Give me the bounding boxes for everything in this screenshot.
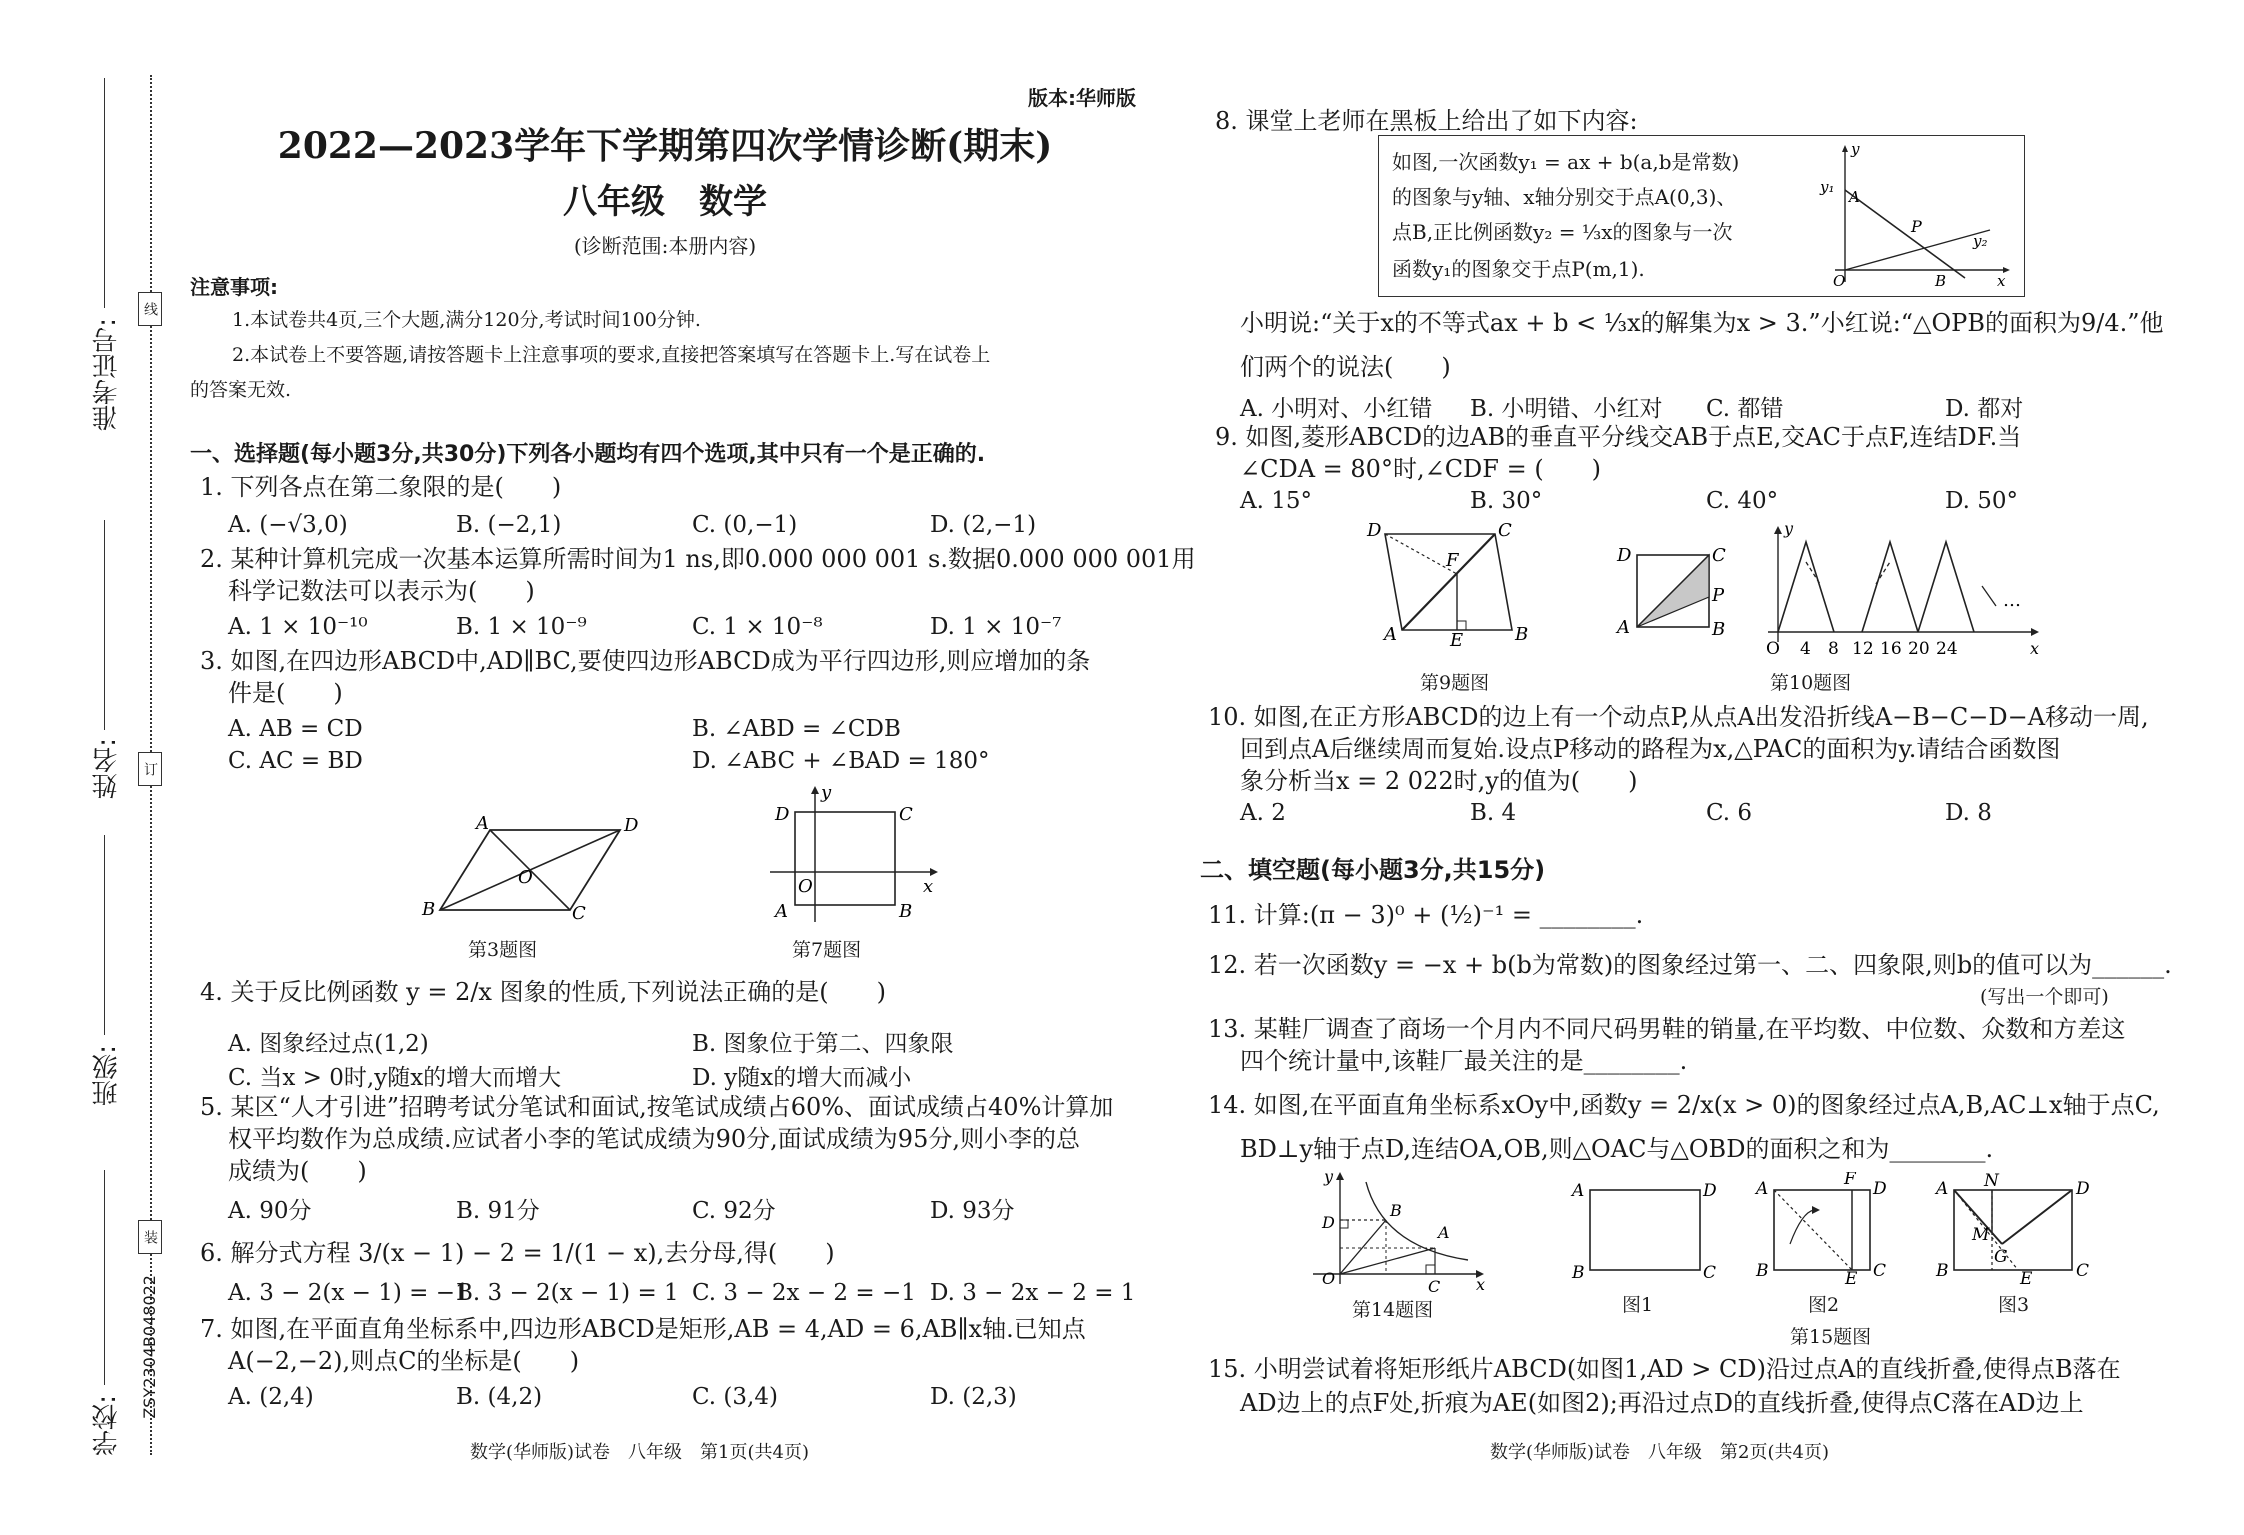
svg-text:O: O <box>1322 1269 1336 1288</box>
svg-text:E: E <box>1450 630 1464 647</box>
q5-stem-2: 权平均数作为总成绩.应试者小李的笔试成绩为90分,面试成绩为95分,则小李的总 <box>228 1125 1080 1153</box>
figure-3 <box>420 815 640 925</box>
figure-9 <box>1360 522 1530 647</box>
q2-option-c: C. 1 × 10⁻⁸ <box>692 614 823 640</box>
q10-option-b: B. 4 <box>1470 800 1517 826</box>
q6-option-d: D. 3 − 2x − 2 = 1 <box>930 1280 1136 1306</box>
figure-7-caption: 第7题图 <box>792 939 862 961</box>
figure-15-sub3: 图3 <box>1998 1294 2030 1316</box>
svg-text:O: O <box>798 876 813 897</box>
q3-option-b: B. ∠ABD = ∠CDB <box>692 716 901 742</box>
q4-option-c: C. 当x > 0时,y随x的增大而增大 <box>228 1065 562 1091</box>
figure-15-sub2: 图2 <box>1808 1294 1840 1316</box>
class-line <box>104 835 105 1035</box>
figure-10-caption: 第10题图 <box>1770 672 1852 694</box>
section-2-heading: 二、填空题(每小题3分,共15分) <box>1200 856 1546 884</box>
label-name: 姓名: <box>92 738 122 799</box>
q2-option-a: A. 1 × 10⁻¹⁰ <box>228 614 368 640</box>
svg-text:F: F <box>1446 550 1459 571</box>
q7-stem-2: A(−2,−2),则点C的坐标是( ) <box>228 1347 580 1375</box>
svg-text:C: C <box>1703 1263 1717 1283</box>
q9-option-c: C. 40° <box>1706 488 1779 514</box>
paper-code: ZSY2304B048022 <box>140 1275 159 1419</box>
svg-text:y: y <box>1851 140 1860 158</box>
svg-text:C: C <box>2076 1261 2090 1281</box>
svg-text:P: P <box>1712 585 1725 606</box>
figure-15-1 <box>1570 1178 1720 1283</box>
svg-text:y₂: y₂ <box>1973 232 1988 250</box>
svg-text:D: D <box>1873 1179 1887 1199</box>
svg-text:B: B <box>1515 624 1529 645</box>
svg-text:y₁: y₁ <box>1820 178 1835 196</box>
q9-stem-2: ∠CDA = 80°时,∠CDF = ( ) <box>1240 455 1602 483</box>
school-line <box>104 1170 105 1385</box>
q7-option-c: C. (3,4) <box>692 1384 778 1410</box>
svg-text:F: F <box>1844 1172 1856 1189</box>
svg-text:x: x <box>1476 1275 1486 1292</box>
q3-stem-1: 3. 如图,在四边形ABCD中,AD∥BC,要使四边形ABCD成为平行四边形,则应增加的条 <box>200 647 1091 675</box>
svg-text:C: C <box>572 903 586 924</box>
svg-text:A: A <box>775 901 788 922</box>
svg-text:C: C <box>1498 522 1512 541</box>
q10-option-c: C. 6 <box>1706 800 1753 826</box>
svg-text:x: x <box>923 876 934 897</box>
q8-stem: 8. 课堂上老师在黑板上给出了如下内容: <box>1215 107 1638 135</box>
q8-figure <box>1815 140 2015 288</box>
q8-option-a: A. 小明对、小红错 <box>1240 396 1433 422</box>
q4-option-d: D. y随x的增大而减小 <box>692 1065 912 1091</box>
fig10-tick-8: 8 <box>1828 639 1839 659</box>
svg-text:A: A <box>1572 1181 1585 1201</box>
scope-note: (诊断范围:本册内容) <box>573 234 757 258</box>
q2-option-b: B. 1 × 10⁻⁹ <box>456 614 587 640</box>
q7-stem-1: 7. 如图,在平面直角坐标系中,四边形ABCD是矩形,AB = 4,AD = 6,AB∥x轴.已知点 <box>200 1315 1086 1343</box>
svg-text:C: C <box>899 804 913 825</box>
svg-text:M: M <box>1972 1225 1990 1245</box>
note-2b: 的答案无效. <box>190 379 292 401</box>
q8-box-line-3: 点B,正比例函数y₂ = ⅓x的图象与一次 <box>1392 220 1733 244</box>
fig10-tick-16: 16 <box>1880 639 1902 659</box>
figure-15-sub1: 图1 <box>1622 1294 1654 1316</box>
page-title: 2022—2023学年下学期第四次学情诊断(期末) <box>277 125 1053 167</box>
q15-stem-1: 15. 小明尝试着将矩形纸片ABCD(如图1,AD > CD)沿过点A的直线折叠,使得点B落在 <box>1208 1355 2121 1383</box>
q7-option-d: D. (2,3) <box>930 1384 1017 1410</box>
svg-text:A: A <box>476 815 489 834</box>
svg-text:C: C <box>1428 1277 1441 1292</box>
svg-text:B: B <box>1390 1201 1402 1220</box>
q9-option-a: A. 15° <box>1240 488 1312 514</box>
fig10-tick-20: 20 <box>1908 639 1930 659</box>
svg-text:B: B <box>1712 619 1726 640</box>
q3-stem-2: 件是( ) <box>228 679 343 707</box>
q4-option-a: A. 图象经过点(1,2) <box>228 1031 429 1057</box>
svg-text:A: A <box>1438 1223 1450 1242</box>
q12-note: (写出一个即可) <box>1980 986 2109 1008</box>
section-1-heading: 一、选择题(每小题3分,共30分)下列各小题均有四个选项,其中只有一个是正确的. <box>190 442 986 467</box>
q14-stem-2: BD⊥y轴于点D,连结OA,OB,则△OAC与△OBD的面积之和为________. <box>1240 1135 1994 1163</box>
q5-option-b: B. 91分 <box>456 1198 540 1224</box>
svg-text:x: x <box>2030 639 2040 658</box>
svg-text:N: N <box>1984 1172 1999 1191</box>
page-subtitle: 八年级 数学 <box>563 182 767 222</box>
q2-stem-1: 2. 某种计算机完成一次基本运算所需时间为1 ns,即0.000 000 001 s.数据0.000 000 001用 <box>200 545 1196 573</box>
q15-stem-2: AD边上的点F处,折痕为AE(如图2);再沿过点D的直线折叠,使得点C落在AD边上 <box>1240 1389 2084 1417</box>
q4-stem: 4. 关于反比例函数 y = 2/x 图象的性质,下列说法正确的是( ) <box>200 978 886 1006</box>
q11-stem: 11. 计算:(π − 3)⁰ + (½)⁻¹ = ________. <box>1208 901 1644 929</box>
svg-text:B: B <box>1756 1261 1769 1281</box>
q2-stem-2: 科学记数法可以表示为( ) <box>228 577 535 605</box>
footer-right: 数学(华师版)试卷 八年级 第2页(共4页) <box>1490 1442 1829 1463</box>
q6-option-c: C. 3 − 2x − 2 = −1 <box>692 1280 916 1306</box>
q14-stem-1: 14. 如图,在平面直角坐标系xOy中,函数y = 2/x(x > 0)的图象经过点A,B,AC⊥x轴于点C, <box>1208 1091 2160 1119</box>
label-school: 学校: <box>92 1395 122 1456</box>
seal-ding: 订 <box>138 752 162 786</box>
q1-option-c: C. (0,−1) <box>692 512 798 538</box>
svg-text:A: A <box>1756 1179 1769 1199</box>
svg-text:A: A <box>1384 624 1397 645</box>
q1-option-d: D. (2,−1) <box>930 512 1037 538</box>
exam-number-line <box>104 78 105 308</box>
q8-option-b: B. 小明错、小红对 <box>1470 396 1663 422</box>
q6-option-a: A. 3 − 2(x − 1) = −1 <box>228 1280 470 1306</box>
q2-option-d: D. 1 × 10⁻⁷ <box>930 614 1062 640</box>
footer-left: 数学(华师版)试卷 八年级 第1页(共4页) <box>470 1442 809 1463</box>
q9-stem-1: 9. 如图,菱形ABCD的边AB的垂直平分线交AB于点E,交AC于点F,连结DF.当 <box>1215 423 2022 451</box>
svg-text:C: C <box>1712 545 1726 566</box>
q8-option-d: D. 都对 <box>1945 396 2024 422</box>
svg-text:D: D <box>624 815 639 836</box>
q5-option-c: C. 92分 <box>692 1198 776 1224</box>
svg-text:…: … <box>2003 590 2021 611</box>
svg-text:E: E <box>2020 1269 2033 1287</box>
q6-option-b: B. 3 − 2(x − 1) = 1 <box>456 1280 679 1306</box>
svg-text:B: B <box>1572 1263 1585 1283</box>
q6-stem: 6. 解分式方程 3/(x − 1) − 2 = 1/(1 − x),去分母,得( ) <box>200 1239 835 1267</box>
svg-text:y: y <box>1324 1172 1334 1186</box>
q10-stem-1: 10. 如图,在正方形ABCD的边上有一个动点P,从点A出发沿折线A−B−C−D−A移动一周, <box>1208 703 2149 731</box>
svg-text:B: B <box>1935 272 1947 288</box>
note-2a: 2.本试卷上不要答题,请按答题卡上注意事项的要求,直接把答案填写在答题卡上.写在试卷上 <box>232 344 991 366</box>
svg-text:y: y <box>1784 522 1794 538</box>
q5-option-d: D. 93分 <box>930 1198 1015 1224</box>
q8-box-line-2: 的图象与y轴、x轴分别交于点A(0,3)、 <box>1392 185 1737 209</box>
svg-text:D: D <box>1367 522 1382 541</box>
q5-option-a: A. 90分 <box>228 1198 312 1224</box>
seal-xian: 线 <box>138 292 162 326</box>
q3-option-a: A. AB = CD <box>228 716 363 742</box>
q10-option-a: A. 2 <box>1240 800 1286 826</box>
q7-option-b: B. (4,2) <box>456 1384 543 1410</box>
q13-stem-1: 13. 某鞋厂调查了商场一个月内不同尺码男鞋的销量,在平均数、中位数、众数和方差这 <box>1208 1015 2126 1043</box>
svg-text:B: B <box>422 899 436 920</box>
svg-text:A: A <box>1617 617 1630 638</box>
svg-text:D: D <box>1703 1181 1717 1201</box>
svg-text:B: B <box>1936 1261 1949 1281</box>
figure-15-caption: 第15题图 <box>1790 1326 1872 1348</box>
fig10-tick-4: 4 <box>1800 639 1811 659</box>
notes-heading: 注意事项: <box>190 275 278 299</box>
svg-text:O: O <box>518 867 533 888</box>
svg-text:A: A <box>1936 1179 1949 1199</box>
svg-text:x: x <box>1997 272 2006 288</box>
name-line <box>104 520 105 730</box>
figure-7 <box>765 782 945 932</box>
note-1: 1.本试卷共4页,三个大题,满分120分,考试时间100分钟. <box>232 309 701 331</box>
q12-stem: 12. 若一次函数y = −x + b(b为常数)的图象经过第一、二、四象限,则b的值可以为______. <box>1208 951 2172 979</box>
svg-text:D: D <box>2076 1179 2090 1199</box>
svg-text:B: B <box>899 901 913 922</box>
svg-text:P: P <box>1911 217 1922 236</box>
q8-option-c: C. 都错 <box>1706 396 1784 422</box>
q8-box-line-1: 如图,一次函数y₁ = ax + b(a,b是常数) <box>1392 150 1740 174</box>
svg-text:G: G <box>1994 1247 2008 1267</box>
q1-stem: 1. 下列各点在第二象限的是( ) <box>200 473 562 501</box>
q5-stem-1: 5. 某区“人才引进”招聘考试分笔试和面试,按笔试成绩占60%、面试成绩占40%计算加 <box>200 1093 1114 1121</box>
figure-15-3 <box>1932 1172 2102 1287</box>
svg-text:D: D <box>1617 545 1632 566</box>
figure-10-square <box>1615 545 1730 645</box>
q9-option-d: D. 50° <box>1945 488 2019 514</box>
figure-9-caption: 第9题图 <box>1420 672 1490 694</box>
q5-stem-3: 成绩为( ) <box>228 1157 367 1185</box>
figure-15-2 <box>1752 1172 1902 1287</box>
svg-text:D: D <box>775 804 790 825</box>
svg-text:O: O <box>1833 272 1846 288</box>
q1-option-b: B. (−2,1) <box>456 512 562 538</box>
q3-option-d: D. ∠ABC + ∠BAD = 180° <box>692 748 990 774</box>
svg-text:D: D <box>1322 1213 1335 1232</box>
label-class: 班级: <box>92 1045 122 1106</box>
q3-option-c: C. AC = BD <box>228 748 363 774</box>
fig10-tick-O: O <box>1766 639 1780 659</box>
q10-stem-2: 回到点A后继续周而复始.设点P移动的路程为x,△PAC的面积为y.请结合函数图 <box>1240 735 2061 763</box>
fig10-tick-24: 24 <box>1936 639 1958 659</box>
figure-14 <box>1308 1172 1488 1292</box>
svg-text:y: y <box>821 782 832 803</box>
q4-option-b: B. 图象位于第二、四象限 <box>692 1031 954 1057</box>
svg-text:A: A <box>1849 188 1860 206</box>
q8-text-1: 小明说:“关于x的不等式ax + b < ⅓x的解集为x > 3.”小红说:“△OPB的面积为9/4.”他 <box>1240 309 2164 337</box>
svg-text:C: C <box>1873 1261 1887 1281</box>
figure-3-caption: 第3题图 <box>468 939 538 961</box>
q8-text-2: 们两个的说法( ) <box>1240 353 1451 381</box>
label-exam-number: 准考证号: <box>92 318 122 431</box>
q8-box-line-4: 函数y₁的图象交于点P(m,1). <box>1392 257 1645 281</box>
q10-option-d: D. 8 <box>1945 800 1992 826</box>
seal-zhuang: 装 <box>138 1220 162 1254</box>
svg-text:E: E <box>1845 1269 1858 1287</box>
version-label: 版本:华师版 <box>1028 86 1136 110</box>
figure-14-caption: 第14题图 <box>1352 1299 1434 1321</box>
fig10-tick-12: 12 <box>1852 639 1874 659</box>
q7-option-a: A. (2,4) <box>228 1384 314 1410</box>
q9-option-b: B. 30° <box>1470 488 1543 514</box>
figure-10-graph <box>1748 522 2043 662</box>
q1-option-a: A. (−√3,0) <box>228 512 348 538</box>
q13-stem-2: 四个统计量中,该鞋厂最关注的是________. <box>1240 1047 1688 1075</box>
q10-stem-3: 象分析当x = 2 022时,y的值为( ) <box>1240 767 1638 795</box>
